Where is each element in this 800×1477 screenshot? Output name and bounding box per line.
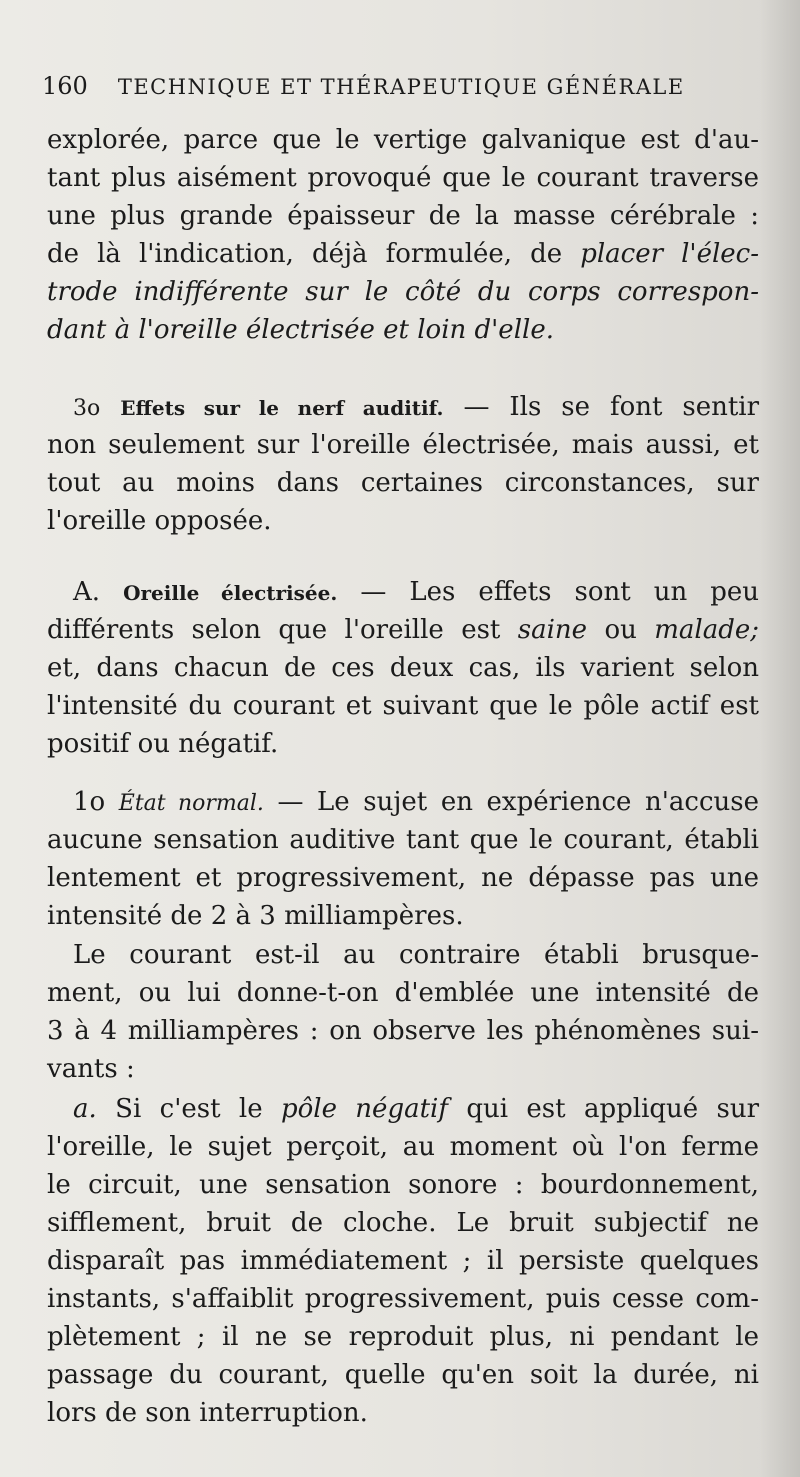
text-line: a. Si c'est le pôle négatif qui est appliqué sur bbox=[73, 1094, 760, 1124]
text-line: l'intensité du courant et suivant que le pôle actif est bbox=[47, 691, 759, 721]
text-line bbox=[47, 311, 759, 349]
paragraph-pole-negatif bbox=[47, 1090, 759, 1432]
section-heading: Effets sur le nerf auditif. bbox=[120, 396, 444, 420]
paragraph-courant-brusque bbox=[47, 936, 759, 1088]
text-line: et, dans chacun de ces deux cas, ils varient selon bbox=[47, 653, 759, 683]
italic-text: malade; bbox=[654, 615, 760, 645]
subsection-heading: Oreille électrisée. bbox=[123, 581, 338, 605]
paragraph-nerf-auditif bbox=[47, 388, 759, 540]
italic-text: placer l'élec- bbox=[580, 239, 760, 269]
running-title: TECHNIQUE ET THÉRAPEUTIQUE GÉNÉRALE bbox=[117, 75, 685, 99]
paragraph-oreille-electrisee bbox=[47, 573, 759, 763]
text-line: une plus grande épaisseur de la masse cérébrale : bbox=[47, 201, 759, 231]
text-line: non seulement sur l'oreille électrisée, mais aussi, et bbox=[47, 430, 759, 460]
italic-text: trode indifférente sur le côté du corps correspon- bbox=[47, 277, 759, 307]
text-line: sifflement, bruit de cloche. Le bruit subjectif ne bbox=[47, 1208, 759, 1238]
text-line: disparaît pas immédiatement ; il persiste quelques bbox=[47, 1246, 759, 1276]
text-line: aucune sensation auditive tant que le courant, établi bbox=[47, 825, 759, 855]
text-line: ment, ou lui donne-t-on d'emblée une intensité de bbox=[47, 978, 759, 1008]
page-number: 160 bbox=[42, 72, 88, 100]
paragraph-vertige bbox=[47, 121, 759, 349]
section-number: 3o bbox=[73, 396, 101, 421]
text-line: 3o Effets sur le nerf auditif. — Ils se font sentir bbox=[73, 392, 760, 422]
text-line: lors de son interruption. bbox=[47, 1398, 368, 1428]
paragraph-etat-normal bbox=[47, 783, 759, 935]
running-header bbox=[42, 72, 762, 100]
text-line: l'oreille, le sujet perçoit, au moment où l'on ferme bbox=[47, 1132, 759, 1162]
text-line: Le courant est-il au contraire établi brusque- bbox=[73, 940, 759, 970]
text-line: de là l'indication, déjà formulée, de placer l'élec- bbox=[47, 239, 760, 269]
italic-text: saine bbox=[517, 615, 588, 645]
italic-text: pôle négatif bbox=[280, 1094, 448, 1124]
text-line: positif ou négatif. bbox=[47, 729, 279, 759]
text-line: tout au moins dans certaines circonstances, sur bbox=[47, 468, 759, 498]
text-line: explorée, parce que le vertige galvanique est d'au- bbox=[47, 125, 759, 155]
text-line: le circuit, une sensation sonore : bourdonnement, bbox=[47, 1170, 759, 1200]
page-edge-shadow bbox=[760, 0, 800, 1477]
item-letter: a. bbox=[73, 1094, 97, 1124]
subsection-letter: A. bbox=[73, 577, 101, 607]
text-line: l'oreille opposée. bbox=[47, 506, 272, 536]
text-line: lentement et progressivement, ne dépasse pas une bbox=[47, 863, 759, 893]
text-line bbox=[47, 273, 759, 311]
text-line: intensité de 2 à 3 milliampères. bbox=[47, 901, 464, 931]
text-line: plètement ; il ne se reproduit plus, ni pendant le bbox=[47, 1322, 759, 1352]
text-line: passage du courant, quelle qu'en soit la durée, ni bbox=[47, 1360, 759, 1390]
text-line: 3 à 4 milliampères : on observe les phénomènes sui- bbox=[47, 1016, 759, 1046]
text-line: vants : bbox=[47, 1054, 135, 1084]
text-line: différents selon que l'oreille est saine ou malade; bbox=[47, 615, 760, 645]
item-number: 1o bbox=[73, 787, 106, 817]
italic-text: dant à l'oreille électrisée et loin d'elle. bbox=[47, 315, 554, 345]
text-line: 1o État normal. — Le sujet en expérience n'accuse bbox=[73, 787, 759, 817]
text-line: instants, s'affaiblit progressivement, puis cesse com- bbox=[47, 1284, 759, 1314]
text-line: tant plus aisément provoqué que le courant traverse bbox=[47, 163, 759, 193]
text-line: A. Oreille électrisée. — Les effets sont un peu bbox=[73, 577, 760, 607]
italic-subheading: État normal. bbox=[118, 791, 264, 816]
